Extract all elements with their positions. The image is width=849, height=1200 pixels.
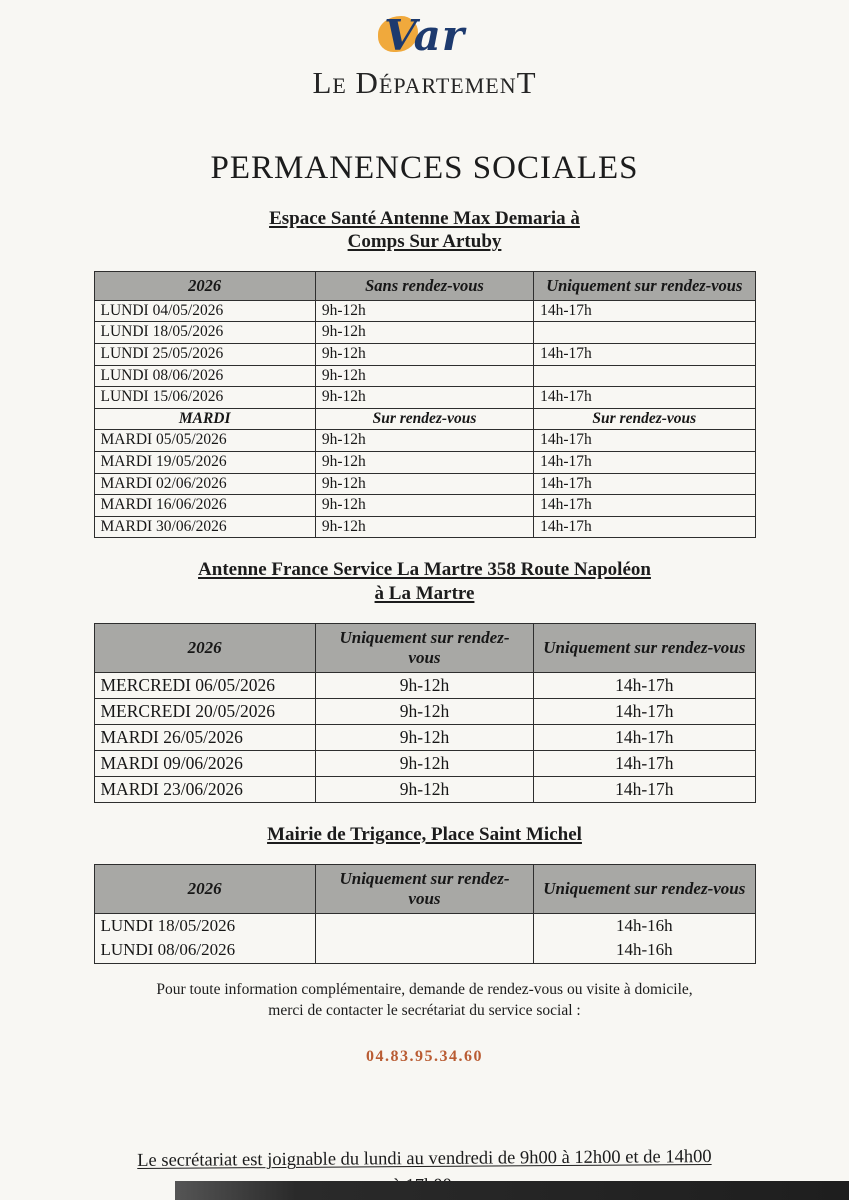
table-cell: 9h-12h [315, 430, 533, 452]
logo-mark [384, 10, 465, 64]
table-header-cell: Uniquement sur rendez-vous [315, 864, 533, 913]
table-cell: 14h-17h [534, 495, 755, 517]
section-heading-line: Mairie de Trigance, Place Saint Michel [267, 823, 582, 845]
table-row [94, 430, 755, 452]
section-trigance [0, 823, 849, 964]
table-cell: MARDI 23/06/2026 [94, 776, 315, 802]
table-row [94, 938, 755, 963]
table-cell: MARDI 19/05/2026 [94, 451, 315, 473]
table-cell: 9h-12h [315, 495, 533, 517]
table-cell: MARDI [94, 408, 315, 430]
table-row [94, 365, 755, 387]
phone-number: 04.83.95.34.60 [366, 1047, 483, 1065]
table-row [94, 451, 755, 473]
table-cell: LUNDI 18/05/2026 [94, 322, 315, 344]
schedule-table [94, 271, 756, 538]
secretariat-hours-line: Le secrétariat est joignable du lundi au vendredi de 9h00 à 12h00 et de 14h00 [137, 1146, 712, 1171]
table-cell [315, 938, 533, 963]
schedule-table-trigance [94, 864, 756, 964]
table-cell: LUNDI 15/06/2026 [94, 387, 315, 409]
table-cell: LUNDI 08/06/2026 [94, 365, 315, 387]
table-header-row [94, 864, 755, 913]
table-header-cell: Uniquement sur rendez-vous [534, 272, 755, 300]
table-cell: 9h-12h [315, 365, 533, 387]
section-heading-comps [0, 207, 849, 253]
table-cell: 9h-12h [315, 387, 533, 409]
table-cell: 9h-12h [315, 776, 533, 802]
table-cell: LUNDI 04/05/2026 [94, 300, 315, 322]
table-cell: Sur rendez-vous [534, 408, 755, 430]
table-row [94, 672, 755, 698]
table-cell: 14h-17h [534, 724, 755, 750]
table-cell: 14h-16h [534, 914, 755, 939]
table-cell: 9h-12h [315, 451, 533, 473]
table-row [94, 776, 755, 802]
table-cell: 9h-12h [315, 300, 533, 322]
section-heading-line: à La Martre [374, 582, 475, 604]
table-cell: 14h-17h [534, 672, 755, 698]
table-cell: 14h-17h [534, 750, 755, 776]
table-row [94, 344, 755, 366]
section-la-martre [0, 558, 849, 802]
table-cell: 9h-12h [315, 473, 533, 495]
table-cell: 14h-17h [534, 473, 755, 495]
schedule-table-comps [94, 271, 756, 538]
table-header-cell: 2026 [94, 864, 315, 913]
table-row [94, 698, 755, 724]
table-row [94, 495, 755, 517]
table-cell: MARDI 16/06/2026 [94, 495, 315, 517]
schedule-table-la-martre [94, 623, 756, 803]
table-header-cell: Sans rendez-vous [315, 272, 533, 300]
table-cell: 14h-17h [534, 698, 755, 724]
table-cell [315, 914, 533, 939]
contact-info-line: Pour toute information complémentaire, demande de rendez-vous ou visite à domicile, [156, 980, 693, 998]
schedule-table [94, 623, 756, 803]
table-cell: 9h-12h [315, 698, 533, 724]
table-row [94, 750, 755, 776]
table-cell: 14h-16h [534, 938, 755, 963]
table-cell [534, 365, 755, 387]
table-row [94, 516, 755, 538]
table-cell: MARDI 09/06/2026 [94, 750, 315, 776]
table-header-cell: 2026 [94, 623, 315, 672]
table-cell: 9h-12h [315, 672, 533, 698]
table-cell: MERCREDI 20/05/2026 [94, 698, 315, 724]
table-row [94, 914, 755, 939]
logo-var-wordmark: Var [383, 11, 466, 60]
section-heading-la-martre [0, 558, 849, 604]
table-header-cell: 2026 [94, 272, 315, 300]
table-cell: 14h-17h [534, 387, 755, 409]
table-header-cell: Uniquement sur rendez-vous [534, 623, 755, 672]
table-row [94, 300, 755, 322]
table-row [94, 724, 755, 750]
table-header-cell: Uniquement sur rendez-vous [315, 623, 533, 672]
section-comps-sur-artuby [0, 207, 849, 538]
table-subheader-row [94, 408, 755, 430]
schedule-table [94, 864, 756, 964]
var-department-logo [0, 0, 849, 100]
section-heading-line: Antenne France Service La Martre 358 Route Napoléon [198, 559, 651, 581]
table-cell: Sur rendez-vous [315, 408, 533, 430]
table-cell: LUNDI 08/06/2026 [94, 938, 315, 963]
table-cell: MARDI 02/06/2026 [94, 473, 315, 495]
section-heading-trigance [0, 823, 849, 846]
table-header-row [94, 623, 755, 672]
table-cell: 14h-17h [534, 516, 755, 538]
document-title: PERMANENCES SOCIALES [210, 150, 639, 186]
section-heading-line: Comps Sur Artuby [347, 231, 502, 253]
table-cell: 9h-12h [315, 750, 533, 776]
table-cell: 14h-17h [534, 344, 755, 366]
table-cell: MARDI 30/06/2026 [94, 516, 315, 538]
contact-info-text [0, 980, 849, 1022]
table-cell: 14h-17h [534, 451, 755, 473]
table-cell [534, 322, 755, 344]
table-row [94, 322, 755, 344]
table-cell: 9h-12h [315, 344, 533, 366]
table-cell: MARDI 05/05/2026 [94, 430, 315, 452]
table-cell: 9h-12h [315, 322, 533, 344]
scan-artifact-bar [175, 1181, 849, 1200]
table-cell: LUNDI 25/05/2026 [94, 344, 315, 366]
table-cell: 14h-17h [534, 776, 755, 802]
table-row [94, 387, 755, 409]
table-cell: 9h-12h [315, 516, 533, 538]
logo-department-wordmark: Le DépartemenT [312, 65, 537, 100]
table-header-cell: Uniquement sur rendez-vous [534, 864, 755, 913]
table-cell: 9h-12h [315, 724, 533, 750]
table-cell: 14h-17h [534, 300, 755, 322]
contact-info-line: merci de contacter le secrétariat du service social : [268, 1001, 581, 1019]
section-heading-line: Espace Santé Antenne Max Demaria à [269, 208, 580, 229]
table-cell: 14h-17h [534, 430, 755, 452]
table-header-row [94, 272, 755, 300]
table-cell: LUNDI 18/05/2026 [94, 914, 315, 939]
table-cell: MERCREDI 06/05/2026 [94, 672, 315, 698]
table-row [94, 473, 755, 495]
table-cell: MARDI 26/05/2026 [94, 724, 315, 750]
